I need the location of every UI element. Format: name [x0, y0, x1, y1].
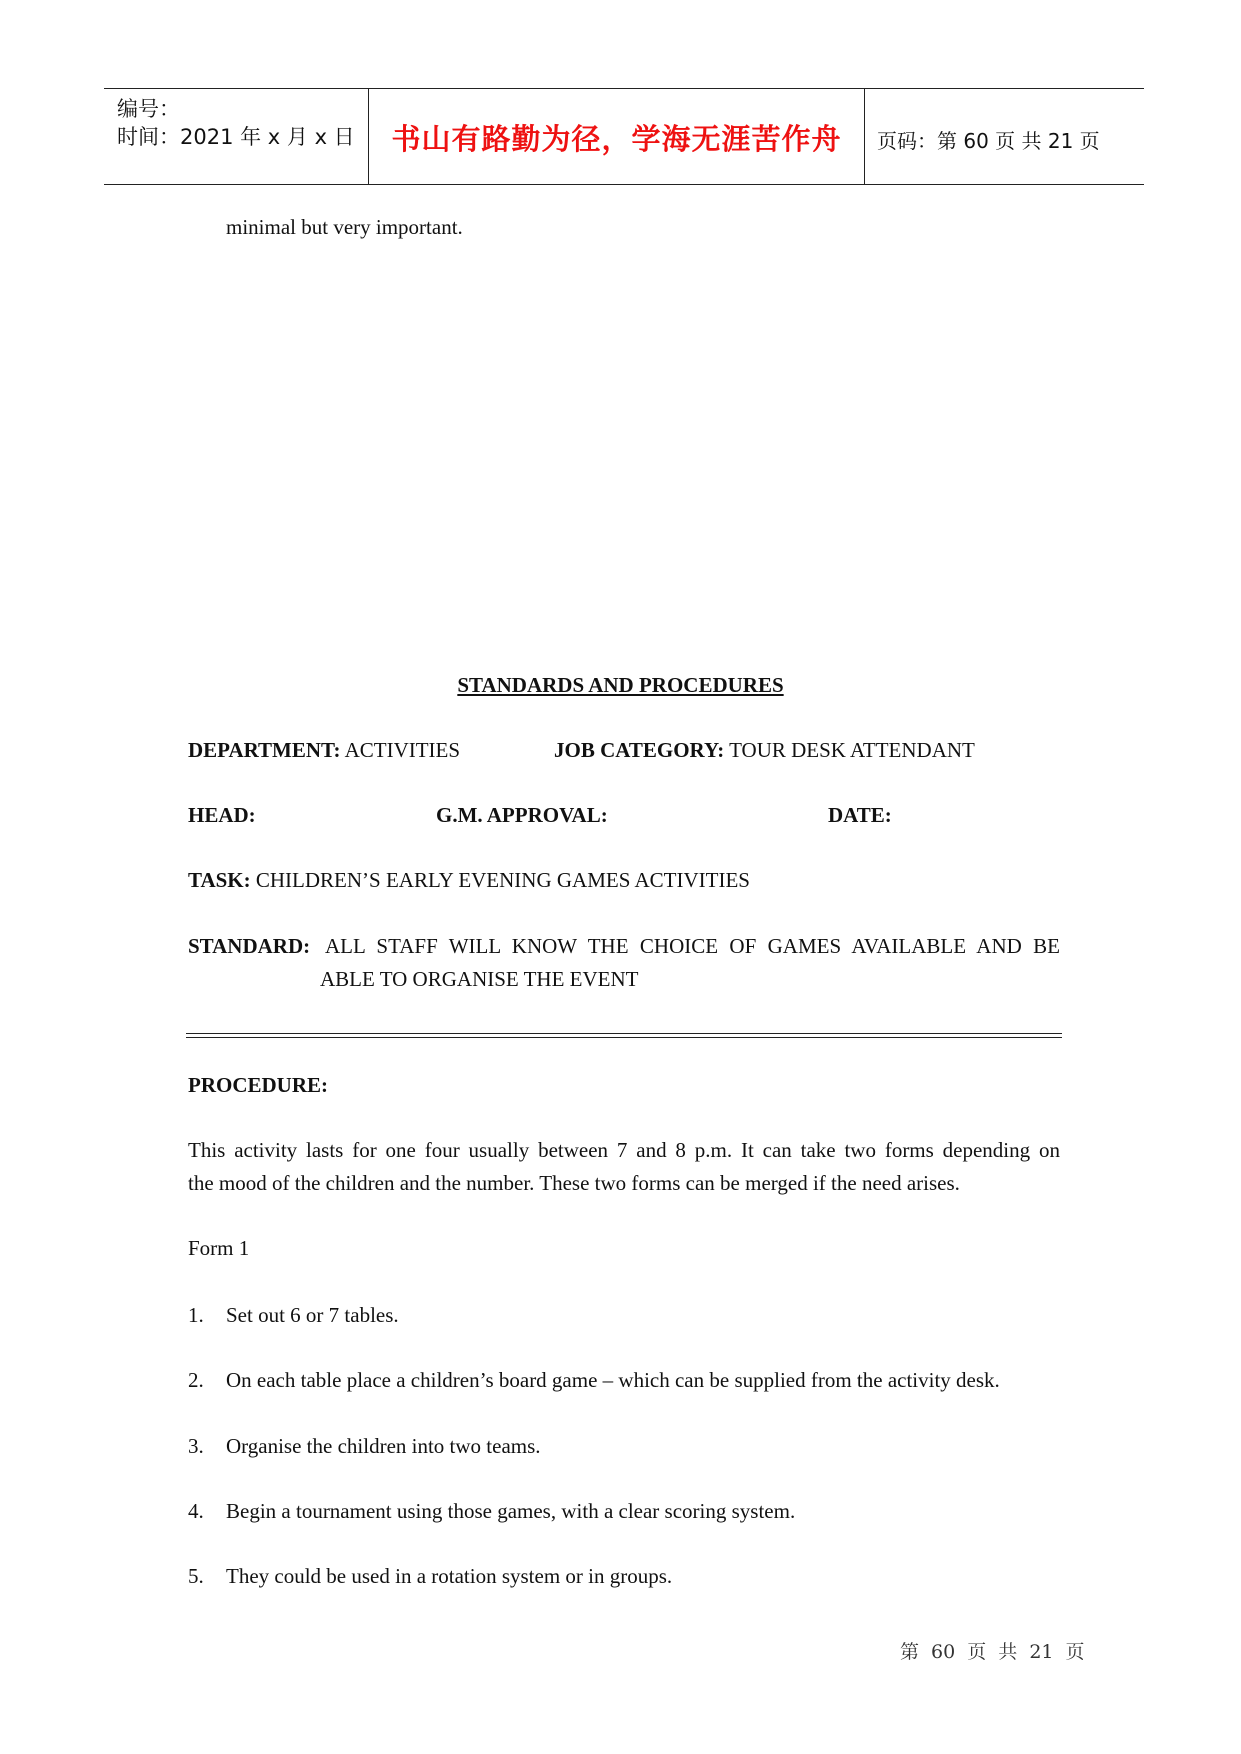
header-page-cell [865, 89, 1143, 184]
job-category-line [554, 734, 975, 767]
standard-line-1: ALL STAFF WILL KNOW THE CHOICE OF GAMES AVAILABLE AND BE [325, 934, 1060, 958]
procedure-label: PROCEDURE: [188, 1073, 328, 1097]
document-title: STANDARDS AND PROCEDURES [457, 673, 784, 697]
department-line [188, 734, 460, 767]
step-number: 2. [188, 1368, 204, 1392]
footer-page-number: 第 60 页 共 21 页 [900, 1641, 1085, 1663]
form-label: Form 1 [188, 1236, 250, 1260]
divider-top [186, 1033, 1062, 1034]
step-text: Begin a tournament using those games, with a clear scoring system. [226, 1499, 796, 1523]
step-text: Set out 6 or 7 tables. [226, 1303, 399, 1327]
date-label: DATE: [828, 803, 892, 827]
step-number: 5. [188, 1564, 204, 1588]
motto-text: 书山有路勤为径，学海无涯苦作舟 [391, 122, 842, 156]
paragraph-line-1: This activity lasts for one four usually between 7 and 8 p.m. It can take two forms depending on [188, 1138, 1060, 1162]
step-number: 3. [188, 1434, 204, 1458]
standard-line-2: ABLE TO ORGANISE THE EVENT [320, 967, 639, 991]
task-value: CHILDREN’S EARLY EVENING GAMES ACTIVITIES [250, 868, 750, 892]
step-text: They could be used in a rotation system or in groups. [226, 1564, 673, 1588]
header-page-number: 页码：第 60 页 共 21 页 [877, 129, 1100, 153]
header-motto-cell [369, 89, 865, 184]
task-line [188, 864, 750, 897]
number-label: 编号： [117, 97, 180, 121]
step-number: 4. [188, 1499, 204, 1523]
step-text: On each table place a children’s board game – which can be supplied from the activity desk. [226, 1368, 1000, 1392]
step-number: 1. [188, 1303, 204, 1327]
divider-bottom [186, 1037, 1062, 1038]
task-label: TASK: [188, 868, 251, 892]
standard-label: STANDARD: [188, 934, 311, 958]
department-value: ACTIVITIES [340, 738, 461, 762]
step-text: Organise the children into two teams. [226, 1434, 541, 1458]
page-header [104, 88, 1144, 185]
paragraph-line-2: the mood of the children and the number. These two forms can be merged if the need arises. [188, 1171, 960, 1195]
job-category-label: JOB CATEGORY: [554, 738, 725, 762]
header-info-cell [104, 89, 369, 184]
time-label: 时间：2021 年 x 月 x 日 [117, 125, 355, 149]
gm-approval-label: G.M. APPROVAL: [436, 803, 608, 827]
intro-text: minimal but very important. [226, 215, 463, 239]
head-label: HEAD: [188, 803, 256, 827]
department-label: DEPARTMENT: [188, 738, 341, 762]
job-category-value: TOUR DESK ATTENDANT [724, 738, 975, 762]
